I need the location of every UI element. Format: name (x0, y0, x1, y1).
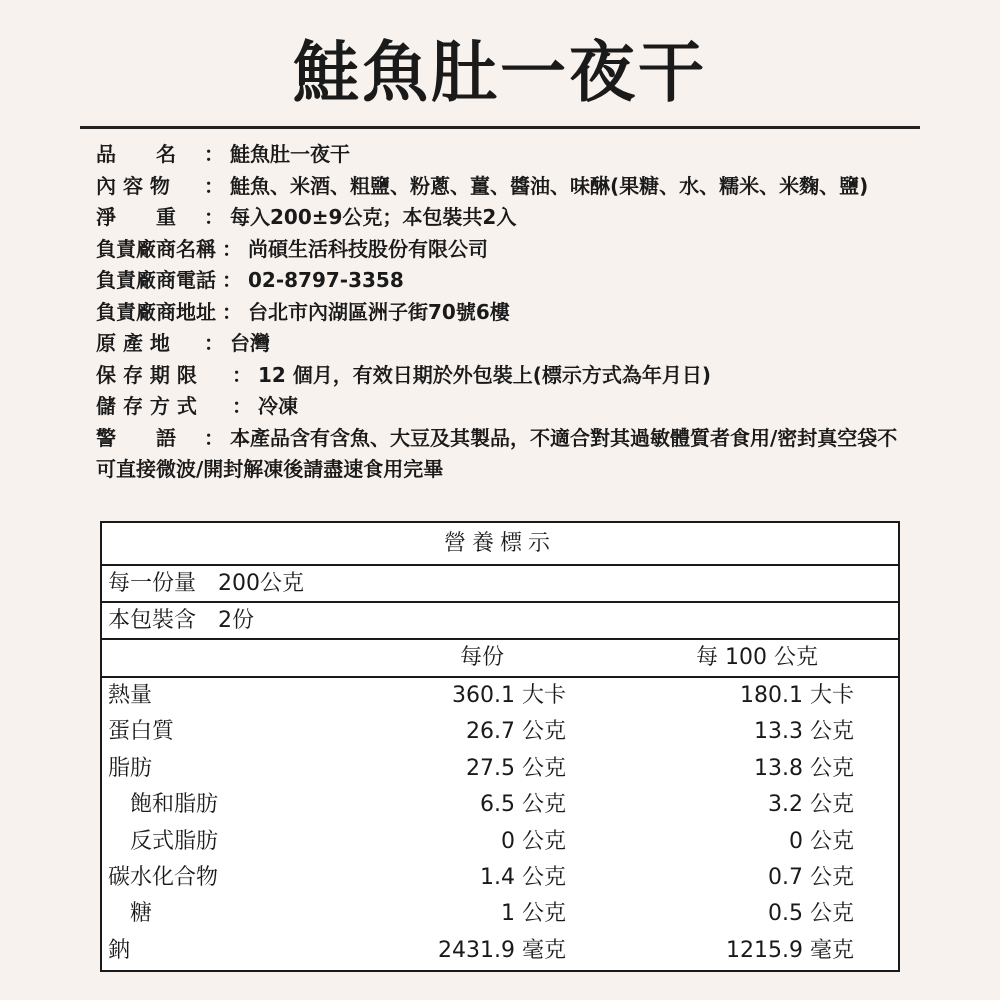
nutrient-per-100g: 180.1 大卡 (740, 683, 854, 708)
serving-size-label: 每一份量 (108, 571, 197, 596)
info-value: 台灣 (230, 331, 270, 355)
nutrient-per-serving: 27.5 公克 (466, 755, 566, 781)
column-per-100g: 每 100 公克 (696, 645, 818, 670)
info-separator: ： (204, 205, 224, 229)
nutrient-per-serving: 1 公克 (501, 901, 566, 927)
info-separator: ： (204, 425, 224, 450)
info-label: 儲 存 方 式 (96, 394, 197, 418)
info-row-ingredients (96, 171, 916, 203)
info-separator: ： (204, 142, 224, 166)
product-title: 鮭魚肚一夜干 (293, 34, 707, 111)
info-value: 尚碩生活科技股份有限公司 (248, 236, 488, 261)
servings-value: 2份 (218, 608, 255, 633)
nutrient-row-sodium (102, 933, 898, 969)
column-per-serving: 每份 (460, 645, 505, 670)
nutrition-column-headers (102, 640, 898, 678)
info-value: 台北市內湖區洲子街70號6樓 (248, 299, 510, 324)
info-label: 負責廠商名稱 (96, 236, 216, 261)
nutrient-row-trans-fat (102, 824, 898, 860)
info-value: 鮭魚、米酒、粗鹽、粉蔥、薑、醬油、味醂(果糖、水、糯米、米麴、鹽) (230, 173, 869, 198)
info-value: 每入200±9公克；本包裝共2入 (230, 205, 517, 229)
nutrient-per-serving: 6.5 公克 (480, 792, 566, 818)
servings-per-package-row (102, 603, 898, 640)
nutrient-per-serving: 360.1 大卡 (452, 683, 566, 708)
nutrient-name: 蛋白質 (108, 719, 175, 745)
nutrient-per-serving: 26.7 公克 (466, 719, 566, 745)
nutrient-name: 脂肪 (108, 755, 153, 781)
info-label: 品 名 (96, 142, 176, 166)
info-row-origin (96, 328, 916, 360)
info-separator: ： (204, 173, 224, 198)
nutrient-name: 反式脂肪 (108, 828, 219, 854)
info-separator: ： (204, 331, 224, 355)
info-label: 負責廠商地址 (96, 299, 216, 324)
nutrient-per-100g: 13.8 公克 (754, 755, 854, 781)
info-value: 鮭魚肚一夜干 (230, 142, 350, 166)
info-label: 淨 重 (96, 205, 176, 229)
info-label: 原 產 地 (96, 331, 170, 355)
info-separator: ： (232, 394, 252, 418)
info-row-warning (96, 423, 916, 486)
nutrient-row-carbohydrate (102, 860, 898, 896)
title-divider (80, 126, 920, 129)
info-value: 02-8797-3358 (248, 268, 404, 292)
info-row-weight (96, 202, 916, 234)
nutrient-row-sugar (102, 896, 898, 932)
nutrient-per-100g: 0 公克 (789, 828, 854, 854)
nutrient-per-100g: 13.3 公克 (754, 719, 854, 745)
product-info (96, 139, 916, 486)
nutrient-per-serving: 1.4 公克 (480, 864, 566, 890)
nutrient-name: 飽和脂肪 (108, 792, 219, 818)
nutrient-per-serving: 0 公克 (501, 828, 566, 854)
nutrient-row-saturated-fat (102, 787, 898, 823)
info-value: 冷凍 (258, 394, 298, 418)
info-row-company (96, 234, 916, 266)
info-row-address (96, 297, 916, 329)
nutrient-name: 碳水化合物 (108, 864, 219, 890)
info-label: 警 語 (96, 425, 176, 450)
nutrient-row-fat (102, 751, 898, 787)
nutrient-per-100g: 3.2 公克 (768, 792, 854, 818)
nutrient-row-energy (102, 678, 898, 714)
serving-size-value: 200公克 (218, 571, 305, 596)
servings-label: 本包裝含 (108, 608, 197, 633)
nutrient-name: 熱量 (108, 683, 153, 708)
nutrition-heading: 營養標示 (102, 523, 898, 566)
info-separator: ： (232, 362, 252, 387)
info-label: 保 存 期 限 (96, 362, 197, 387)
nutrient-per-100g: 0.7 公克 (768, 864, 854, 890)
nutrient-name: 糖 (108, 901, 153, 927)
nutrient-per-100g: 0.5 公克 (768, 901, 854, 927)
info-separator: ： (222, 268, 242, 292)
info-label: 內 容 物 (96, 173, 170, 198)
nutrition-facts-table (100, 521, 900, 972)
info-row-shelf-life (96, 360, 916, 392)
nutrient-name: 鈉 (108, 937, 131, 963)
nutrient-per-100g: 1215.9 毫克 (726, 937, 854, 963)
info-separator: ： (222, 299, 242, 324)
nutrition-rows (102, 678, 898, 969)
info-label: 負責廠商電話 (96, 268, 216, 292)
info-separator: ： (222, 236, 242, 261)
info-row-phone (96, 265, 916, 297)
serving-size-row (102, 566, 898, 603)
info-row-name (96, 139, 916, 171)
info-row-storage (96, 391, 916, 423)
nutrient-row-protein (102, 714, 898, 750)
info-value: 12 個月，有效日期於外包裝上(標示方式為年月日) (258, 362, 712, 387)
info-value: 本產品含有含魚、大豆及其製品，不適合對其過敏體質者食用/密封真空袋不可直接微波/開封解凍後請盡速食用完畢 (96, 425, 898, 481)
nutrient-per-serving: 2431.9 毫克 (438, 937, 566, 963)
